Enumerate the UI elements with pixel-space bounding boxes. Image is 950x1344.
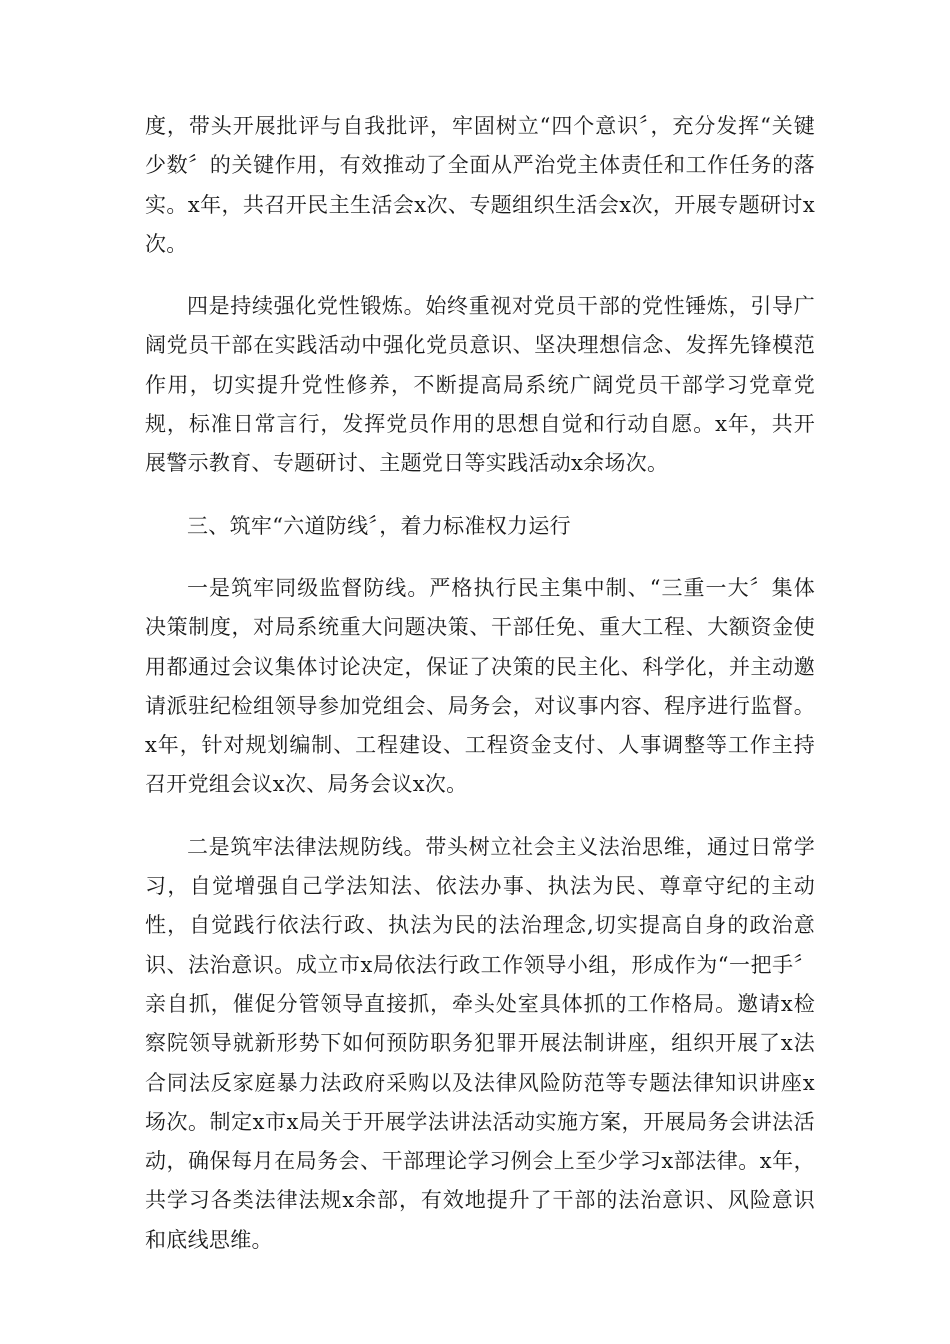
paragraph-legal-defense: 二是筑牢法律法规防线。带头树立社会主义法治思维，通过日常学习，自觉增强自己学法知法、依法办事、执法为民、尊章守纪的主动性，自觉践行依法行政、执法为民的法治理念,切实提高自身的政治意识、法治意识。成立市x局依法行政工作领导小组，形成作为“一把手〞亲自抓，催促分管领导直接抓，牵头处室具体抓的工作格局。邀请x检察院领导就新形势下如何预防职务犯罪开展法制讲座，组织开展了x法合同法反家庭暴力法政府采购以及法律风险防范等专题法律知识讲座x场次。制定x市x局关于开展学法讲法活动实施方案，开展局务会讲法活动，确保每月在局务会、干部理论学习例会上至少学习x部法律。x年，共学习各类法律法规x余部，有效地提升了干部的法治意识、风险意识和底线思维。	[145, 834, 815, 1252]
document-page	[145, 107, 815, 1283]
paragraph-supervision-defense: 一是筑牢同级监督防线。严格执行民主集中制、“三重一大〞集体决策制度，对局系统重大问题决策、干部任免、重大工程、大额资金使用都通过会议集体讨论决定，保证了决策的民主化、科学化，并主动邀请派驻纪检组领导参加党组会、局务会，对议事内容、程序进行监督。x年，针对规划编制、工程建设、工程资金支付、人事调整等工作主持召开党组会议x次、局务会议x次。	[145, 575, 815, 797]
section-heading-six-defenses: 三、筑牢“六道防线〞，着力标准权力运行	[187, 513, 571, 538]
paragraph-continuation: 度，带头开展批评与自我批评，牢固树立“四个意识〞，充分发挥“关键少数〞的关键作用，有效推动了全面从严治党主体责任和工作任务的落实。x年，共召开民主生活会x次、专题组织生活会x次，开展专题研讨x次。	[145, 114, 815, 256]
paragraph-party-spirit: 四是持续强化党性锻炼。始终重视对党员干部的党性锤炼，引导广阔党员干部在实践活动中强化党员意识、坚决理想信念、发挥先锋模范作用，切实提升党性修养，不断提高局系统广阔党员干部学习党章党规，标准日常言行，发挥党员作用的思想自觉和行动自愿。x年，共开展警示教育、专题研讨、主题党日等实践活动x余场次。	[145, 294, 815, 476]
